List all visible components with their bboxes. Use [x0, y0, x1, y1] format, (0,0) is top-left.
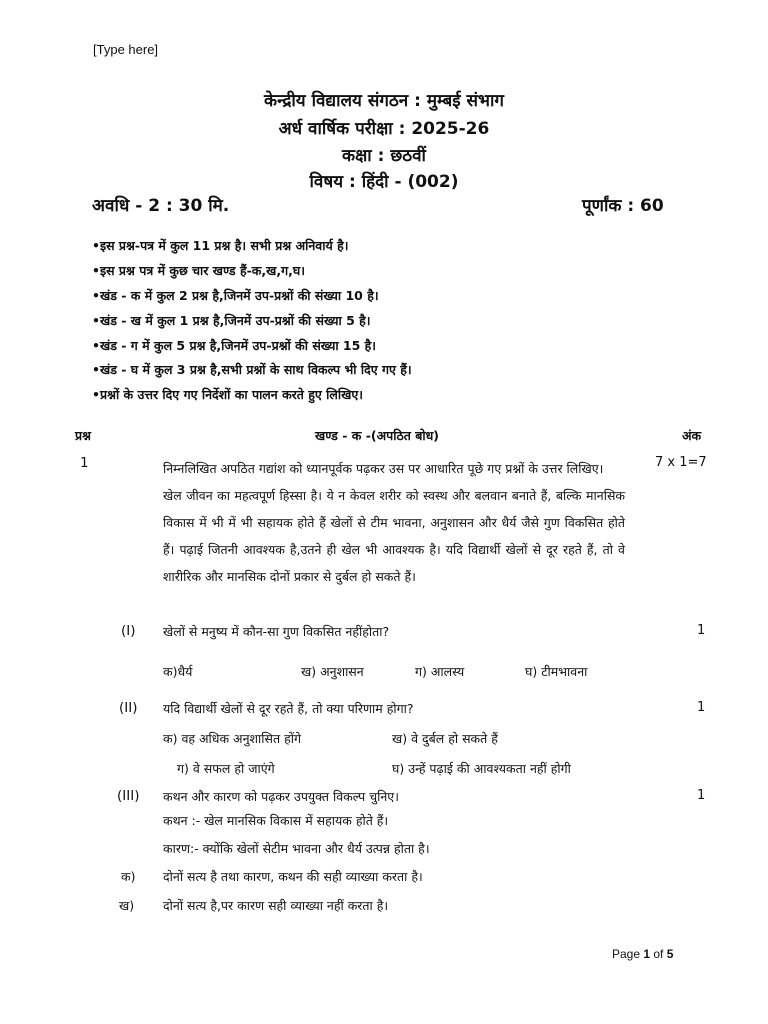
subquestion-number: (III)	[117, 788, 140, 804]
reason-statement: कारण:- क्योंकि खेलों सेटीम भावना और धैर्य उत्पन्न होता है।	[163, 841, 430, 856]
option: क) वह अधिक अनुशासित होंगे	[163, 731, 301, 746]
question-column-header: प्रश्न	[75, 428, 91, 443]
subquestion-marks: 1	[697, 623, 706, 638]
question-number: 1	[80, 455, 89, 471]
choice-text: दोनों सत्य है,पर कारण सही व्याख्या नहीं करता है।	[163, 898, 389, 913]
option: घ) टीमभावना	[525, 664, 588, 679]
duration-label: अवधि - 2 : 30 मि.	[92, 196, 230, 216]
total-pages: 5	[666, 947, 674, 961]
question-marks: 7 x 1=7	[655, 455, 707, 470]
page-of: of	[650, 947, 667, 961]
question-instruction: निम्नलिखित अपठित गद्यांश को ध्यानपूर्वक पढ़कर उस पर आधारित पूछे गए प्रश्नों के उत्तर लिखिए।	[163, 461, 604, 476]
page-number	[612, 947, 673, 961]
assertion-statement: कथन :- खेल मानसिक विकास में सहायक होते हैं।	[163, 813, 389, 828]
instruction-5: •खंड - ग में कुल 5 प्रश्न है,जिनमें उप-प्रश्नों की संख्या 15 है।	[92, 338, 377, 353]
subquestion-marks: 1	[697, 700, 706, 715]
option: क)धैर्य	[163, 664, 193, 679]
subquestion-text: यदि विद्यार्थी खेलों से दूर रहते हैं, तो क्या परिणाम होगा?	[163, 701, 414, 716]
subquestion-marks: 1	[697, 788, 706, 803]
max-marks-label: पूर्णांक : 60	[582, 196, 664, 216]
option: ग) वे सफल हो जाएंगे	[177, 761, 275, 776]
class-title: कक्षा : छठवीं	[342, 146, 426, 166]
subquestion-text: कथन और कारण को पढ़कर उपयुक्त विकल्प चुनिए।	[163, 789, 399, 804]
instruction-3: •खंड - क में कुल 2 प्रश्न है,जिनमें उप-प्रश्नों की संख्या 10 है।	[92, 288, 379, 303]
exam-title: अर्ध वार्षिक परीक्षा : 2025-26	[278, 119, 490, 139]
subject-title: विषय : हिंदी - (002)	[309, 172, 459, 192]
choice-text: दोनों सत्य है तथा कारण, कथन की सही व्याख्या करता है।	[163, 869, 423, 884]
page-prefix: Page	[612, 947, 644, 961]
section-heading: खण्ड - क -(अपठित बोध)	[315, 428, 439, 443]
instruction-7: •प्रश्नों के उत्तर दिए गए निर्देशों का पालन करते हुए लिखिए।	[92, 387, 363, 402]
instruction-4: •खंड - ख में कुल 1 प्रश्न है,जिनमें उप-प्रश्नों की संख्या 5 है।	[92, 313, 371, 328]
option: ग) आलस्य	[415, 664, 465, 679]
passage-text: खेल जीवन का महत्वपूर्ण हिस्सा है। ये न केवल शरीर को स्वस्थ और बलवान बनाते हैं, बल्कि मानसिक विकास में भी में भी सहायक होते हैं खेलों से टीम भावना, अनुशासन और धैर्य जैसे गुण विकसित होते हैं। पढ़ाई जितनी आवश्यक है,उतने ही खेल भी आवश्यक है। यदि विद्यार्थी खेलों से दूर रहते हैं, तो वे शारीरिक और मानसिक दोनों प्रकार से दुर्बल हो सकते हैं।	[163, 488, 625, 584]
choice-label: क)	[121, 869, 136, 884]
instruction-2: •इस प्रश्न पत्र में कुछ चार खण्ड हैं-क,ख,ग,घ।	[92, 263, 306, 278]
instruction-1: •इस प्रश्न-पत्र में कुल 11 प्रश्न है। सभी प्रश्न अनिवार्य है।	[92, 238, 349, 253]
instruction-6: •खंड - घ में कुल 3 प्रश्न है,सभी प्रश्नों के साथ विकल्प भी दिए गए हैं।	[92, 362, 412, 377]
passage	[163, 455, 625, 590]
option: ख) अनुशासन	[301, 664, 364, 679]
subquestion-text: खेलों से मनुष्य में कौन-सा गुण विकसित नहींहोता?	[163, 624, 390, 639]
option: घ) उन्हें पढ़ाई की आवश्यकता नहीं होगी	[392, 761, 571, 776]
current-page: 1	[643, 947, 651, 961]
subquestion-number: (II)	[119, 700, 138, 716]
marks-column-header: अंक	[682, 428, 702, 443]
header-note: [Type here]	[93, 42, 159, 57]
choice-label: ख)	[119, 898, 135, 913]
school-title: केन्द्रीय विद्यालय संगठन : मुम्बई संभाग	[264, 91, 504, 111]
option: ख) वे दुर्बल हो सकते हैं	[392, 731, 498, 746]
subquestion-number: (I)	[121, 623, 136, 639]
